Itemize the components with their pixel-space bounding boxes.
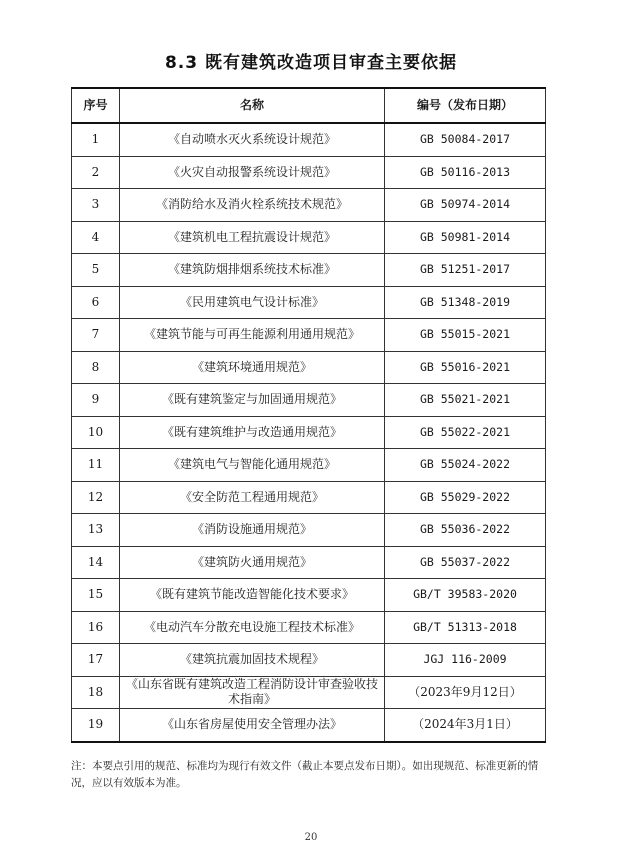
table-row [72,514,546,547]
row-code: GB 55037-2022 [385,546,546,579]
row-code: GB 55029-2022 [385,481,546,514]
row-index: 14 [72,546,120,579]
row-name: 《建筑抗震加固技术规程》 [120,644,385,677]
table-row [72,611,546,644]
row-name: 《火灾自动报警系统设计规范》 [120,156,385,189]
table-row [72,579,546,612]
row-name: 《既有建筑维护与改造通用规范》 [120,416,385,449]
table-row [72,709,546,742]
table-row [72,384,546,417]
row-code: GB 51348-2019 [385,286,546,319]
row-code: JGJ 116-2009 [385,644,546,677]
row-code: GB/T 51313-2018 [385,611,546,644]
row-index: 1 [72,123,120,156]
row-name: 《建筑节能与可再生能源利用通用规范》 [120,319,385,352]
row-code: GB 55036-2022 [385,514,546,547]
row-code: GB 50116-2013 [385,156,546,189]
row-name: 《自动喷水灭火系统设计规范》 [120,123,385,156]
row-name: 《建筑机电工程抗震设计规范》 [120,221,385,254]
table-row [72,319,546,352]
table-row [72,221,546,254]
row-name: 《电动汽车分散充电设施工程技术标准》 [120,611,385,644]
footnote: 注：本要点引用的规范、标准均为现行有效文件（截止本要点发布日期）。如出现规范、标准更新的情况，应以有效版本为准。 [71,760,539,789]
row-name: 《民用建筑电气设计标准》 [120,286,385,319]
row-index: 4 [72,221,120,254]
row-code: （2023年9月12日） [385,676,546,709]
row-name: 《建筑电气与智能化通用规范》 [120,449,385,482]
table-row [72,449,546,482]
row-index: 15 [72,579,120,612]
row-code: GB 55021-2021 [385,384,546,417]
row-index: 11 [72,449,120,482]
table-row [72,644,546,677]
row-index: 3 [72,189,120,222]
table-row [72,481,546,514]
row-name: 《山东省既有建筑改造工程消防设计审查验收技术指南》 [120,676,385,709]
row-index: 8 [72,351,120,384]
row-code: （2024年3月1日） [385,709,546,742]
header-index: 序号 [72,88,120,123]
row-index: 5 [72,254,120,287]
row-name: 《安全防范工程通用规范》 [120,481,385,514]
row-name: 《既有建筑鉴定与加固通用规范》 [120,384,385,417]
row-index: 2 [72,156,120,189]
row-name: 《建筑环境通用规范》 [120,351,385,384]
row-name: 《既有建筑节能改造智能化技术要求》 [120,579,385,612]
table-row [72,416,546,449]
table-row [72,351,546,384]
row-code: GB 50974-2014 [385,189,546,222]
row-index: 19 [72,709,120,742]
table-row [72,189,546,222]
row-code: GB 51251-2017 [385,254,546,287]
page-number: 20 [304,832,318,843]
row-index: 18 [72,676,120,709]
row-index: 10 [72,416,120,449]
table-row [72,546,546,579]
row-code: GB 50084-2017 [385,123,546,156]
row-index: 7 [72,319,120,352]
row-index: 9 [72,384,120,417]
row-code: GB 55016-2021 [385,351,546,384]
row-index: 17 [72,644,120,677]
header-name: 名称 [120,88,385,123]
row-index: 16 [72,611,120,644]
row-code: GB 55015-2021 [385,319,546,352]
table-row [72,123,546,156]
row-code: GB 55022-2021 [385,416,546,449]
table-row [72,254,546,287]
row-code: GB/T 39583-2020 [385,579,546,612]
table-header-row [72,88,546,123]
table-row [72,286,546,319]
page-title: 8.3 既有建筑改造项目审查主要依据 [164,53,458,73]
row-code: GB 55024-2022 [385,449,546,482]
table-row [72,676,546,709]
row-index: 13 [72,514,120,547]
row-index: 6 [72,286,120,319]
table-row [72,156,546,189]
row-code: GB 50981-2014 [385,221,546,254]
row-name: 《消防给水及消火栓系统技术规范》 [120,189,385,222]
row-name: 《建筑防烟排烟系统技术标准》 [120,254,385,287]
reference-standards-table [71,87,546,743]
row-name: 《建筑防火通用规范》 [120,546,385,579]
header-code: 编号（发布日期） [385,88,546,123]
row-name: 《消防设施通用规范》 [120,514,385,547]
row-name: 《山东省房屋使用安全管理办法》 [120,709,385,742]
row-index: 12 [72,481,120,514]
